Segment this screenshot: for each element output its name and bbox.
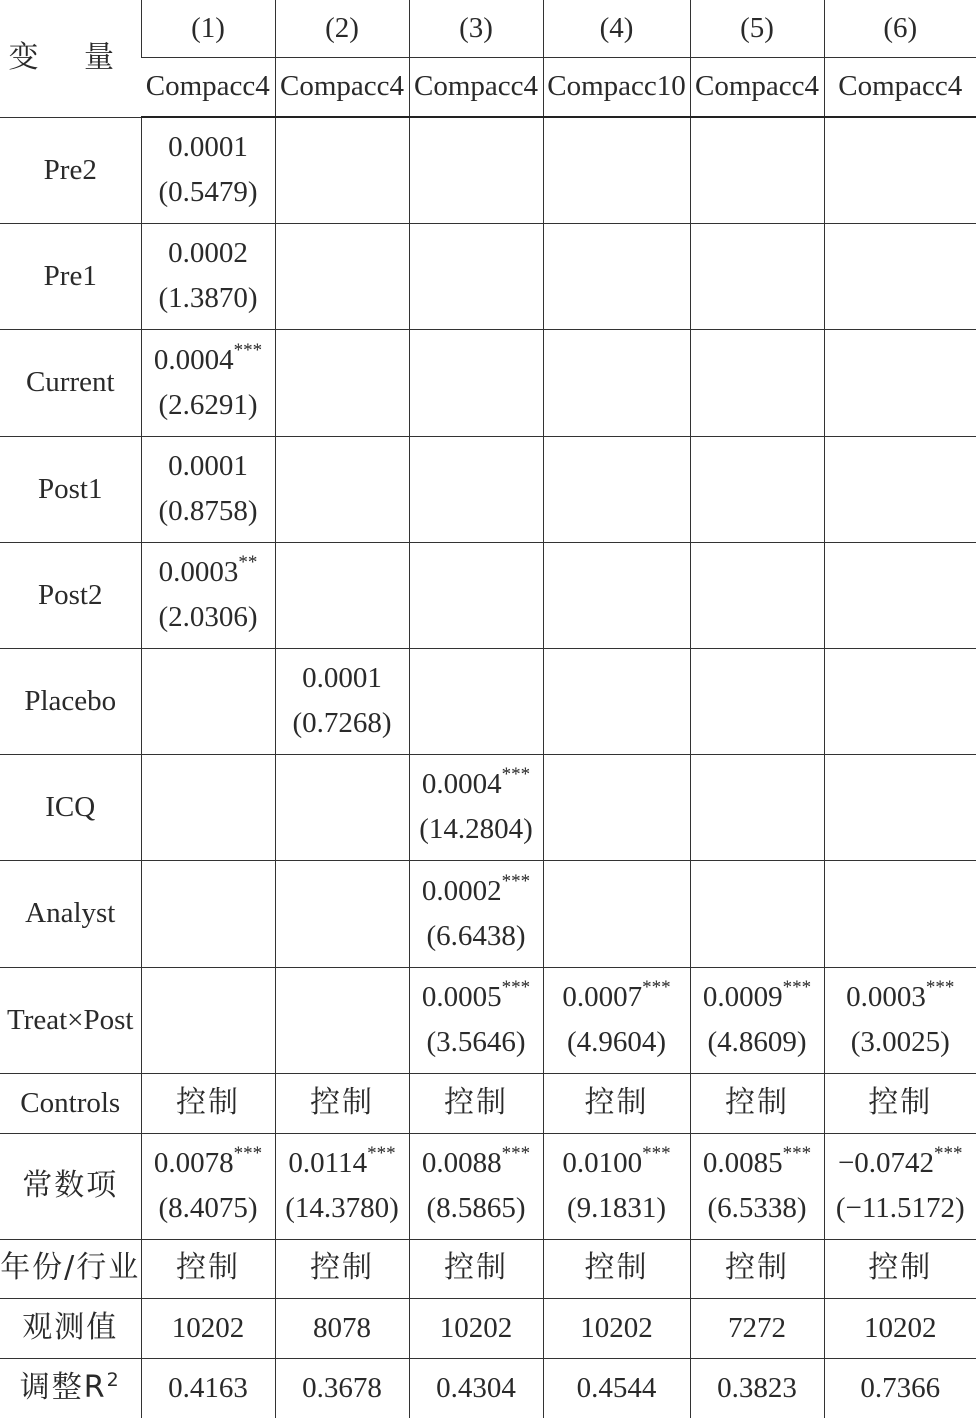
coefficient: 0.0085*** [702, 1143, 812, 1180]
coefficient: 0.0100*** [562, 1143, 671, 1180]
control-cell: 控制 [141, 1073, 275, 1133]
value-cell: 10202 [409, 1298, 543, 1358]
control-cell: 控制 [690, 1073, 824, 1133]
t-statistic: (3.0025) [850, 1026, 950, 1058]
col-number: (1) [141, 0, 275, 57]
estimate-cell [409, 754, 543, 860]
control-cell: 控制 [824, 1239, 976, 1298]
value-cell: 10202 [543, 1298, 690, 1358]
empty-cell [543, 542, 690, 648]
table-row-year-industry [0, 1239, 976, 1298]
row-label: Pre2 [0, 117, 141, 223]
estimate-cell [690, 1133, 824, 1239]
value-cell: 0.3823 [690, 1358, 824, 1418]
value-cell: 0.4304 [409, 1358, 543, 1418]
t-statistic: (0.8758) [158, 495, 258, 527]
empty-cell [824, 436, 976, 542]
empty-cell [275, 117, 409, 223]
empty-cell [275, 542, 409, 648]
t-statistic: (6.5338) [707, 1192, 807, 1224]
table-row-pre1 [0, 223, 976, 329]
control-cell: 控制 [690, 1239, 824, 1298]
empty-cell [543, 223, 690, 329]
dep-var: Compacc4 [275, 57, 409, 117]
estimate-cell [275, 648, 409, 754]
table-row-icq [0, 754, 976, 860]
coefficient: 0.0002 [168, 237, 248, 270]
row-label: Placebo [0, 648, 141, 754]
empty-cell [141, 967, 275, 1073]
empty-cell [275, 223, 409, 329]
table-row-observations [0, 1298, 976, 1358]
empty-cell [275, 436, 409, 542]
t-statistic: (14.2804) [419, 813, 533, 845]
estimate-cell [824, 967, 976, 1073]
col-number: (4) [543, 0, 690, 57]
col-number: (3) [409, 0, 543, 57]
control-cell: 控制 [409, 1239, 543, 1298]
t-statistic: (4.9604) [566, 1026, 667, 1058]
control-cell: 控制 [543, 1239, 690, 1298]
value-cell: 8078 [275, 1298, 409, 1358]
empty-cell [409, 117, 543, 223]
header-row-numbers [0, 0, 976, 57]
t-statistic: (0.7268) [292, 707, 392, 739]
empty-cell [690, 754, 824, 860]
table-row-pre2 [0, 117, 976, 223]
empty-cell [543, 329, 690, 436]
row-label: Treat×Post [0, 967, 141, 1073]
empty-cell [409, 223, 543, 329]
empty-cell [141, 754, 275, 860]
t-statistic: (−11.5172) [835, 1192, 965, 1224]
estimate-cell [824, 1133, 976, 1239]
empty-cell [690, 329, 824, 436]
empty-cell [409, 542, 543, 648]
control-cell: 控制 [543, 1073, 690, 1133]
control-cell: 控制 [275, 1073, 409, 1133]
empty-cell [275, 967, 409, 1073]
empty-cell [690, 223, 824, 329]
value-cell: 10202 [141, 1298, 275, 1358]
row-label: Analyst [0, 860, 141, 967]
estimate-cell [543, 967, 690, 1073]
estimate-cell [141, 329, 275, 436]
table-row-treat-post [0, 967, 976, 1073]
dep-var: Compacc4 [409, 57, 543, 117]
row-label: Pre1 [0, 223, 141, 329]
estimate-cell [275, 1133, 409, 1239]
row-label: Controls [0, 1073, 141, 1133]
t-statistic: (1.3870) [158, 282, 258, 314]
t-statistic: (6.6438) [426, 919, 526, 952]
empty-cell [690, 436, 824, 542]
variable-header: 变 量 [0, 0, 141, 117]
estimate-cell [690, 967, 824, 1073]
empty-cell [824, 754, 976, 860]
estimate-cell [141, 223, 275, 329]
estimate-cell [409, 860, 543, 967]
empty-cell [690, 117, 824, 223]
empty-cell [824, 117, 976, 223]
empty-cell [824, 860, 976, 967]
coefficient: 0.0009*** [702, 977, 812, 1014]
table-row-constant [0, 1133, 976, 1239]
row-label: Current [0, 329, 141, 436]
empty-cell [824, 329, 976, 436]
table-row-controls [0, 1073, 976, 1133]
table-row-post2 [0, 542, 976, 648]
estimate-cell [141, 436, 275, 542]
coefficient: 0.0088*** [421, 1143, 531, 1180]
estimate-cell [141, 542, 275, 648]
empty-cell [824, 223, 976, 329]
empty-cell [275, 860, 409, 967]
value-cell: 0.4544 [543, 1358, 690, 1418]
table-row-analyst [0, 860, 976, 967]
empty-cell [275, 754, 409, 860]
dep-var: Compacc10 [543, 57, 690, 117]
row-label: Post1 [0, 436, 141, 542]
dep-var: Compacc4 [824, 57, 976, 117]
empty-cell [409, 648, 543, 754]
coefficient: 0.0002*** [421, 870, 531, 907]
col-number: (6) [824, 0, 976, 57]
coefficient: −0.0742*** [837, 1143, 963, 1180]
empty-cell [543, 648, 690, 754]
coefficient: 0.0007*** [562, 977, 671, 1014]
empty-cell [543, 860, 690, 967]
coefficient: 0.0004*** [421, 764, 531, 801]
empty-cell [690, 860, 824, 967]
empty-cell [141, 648, 275, 754]
t-statistic: (14.3780) [285, 1192, 399, 1224]
t-statistic: (2.0306) [158, 601, 258, 633]
row-label: 调整$R^2$ [19, 1369, 121, 1405]
t-statistic: (0.5479) [158, 176, 258, 209]
estimate-cell [409, 967, 543, 1073]
coefficient: 0.0001 [168, 450, 248, 483]
row-label: Post2 [0, 542, 141, 648]
dep-var: Compacc4 [690, 57, 824, 117]
coefficient: 0.0005*** [421, 977, 531, 1014]
estimate-cell [543, 1133, 690, 1239]
row-label: 观测值 [0, 1298, 141, 1358]
control-cell: 控制 [824, 1073, 976, 1133]
t-statistic: (3.5646) [426, 1026, 526, 1058]
row-label: 常数项 [0, 1133, 141, 1239]
t-statistic: (9.1831) [566, 1192, 667, 1224]
table-row-adj-r2 [0, 1358, 976, 1418]
empty-cell [824, 648, 976, 754]
empty-cell [543, 754, 690, 860]
coefficient: 0.0114*** [288, 1143, 396, 1180]
value-cell: 7272 [690, 1298, 824, 1358]
estimate-cell [141, 1133, 275, 1239]
row-label: ICQ [0, 754, 141, 860]
empty-cell [275, 329, 409, 436]
value-cell: 0.7366 [824, 1358, 976, 1418]
value-cell: 10202 [824, 1298, 976, 1358]
empty-cell [690, 648, 824, 754]
coefficient: 0.0003** [158, 552, 258, 589]
dep-var: Compacc4 [141, 57, 275, 117]
empty-cell [543, 117, 690, 223]
empty-cell [690, 542, 824, 648]
t-statistic: (4.8609) [707, 1026, 807, 1058]
control-cell: 控制 [275, 1239, 409, 1298]
col-number: (5) [690, 0, 824, 57]
header-row-depvars [0, 57, 976, 117]
t-statistic: (8.4075) [158, 1192, 258, 1224]
coefficient: 0.0003*** [846, 977, 955, 1014]
estimate-cell [409, 1133, 543, 1239]
coefficient: 0.0004*** [153, 339, 263, 376]
value-cell: 0.3678 [275, 1358, 409, 1418]
coefficient: 0.0001 [168, 131, 248, 164]
table-row-post1 [0, 436, 976, 542]
t-statistic: (2.6291) [158, 388, 258, 421]
empty-cell [409, 436, 543, 542]
empty-cell [824, 542, 976, 648]
table-row-current [0, 329, 976, 436]
coefficient: 0.0078*** [153, 1143, 263, 1180]
empty-cell [141, 860, 275, 967]
col-number: (2) [275, 0, 409, 57]
empty-cell [409, 329, 543, 436]
control-cell: 控制 [141, 1239, 275, 1298]
estimate-cell [141, 117, 275, 223]
empty-cell [543, 436, 690, 542]
t-statistic: (8.5865) [426, 1192, 526, 1224]
value-cell: 0.4163 [141, 1358, 275, 1418]
table-row-placebo [0, 648, 976, 754]
coefficient: 0.0001 [302, 662, 382, 695]
control-cell: 控制 [409, 1073, 543, 1133]
row-label: 年份/行业 [0, 1239, 141, 1298]
